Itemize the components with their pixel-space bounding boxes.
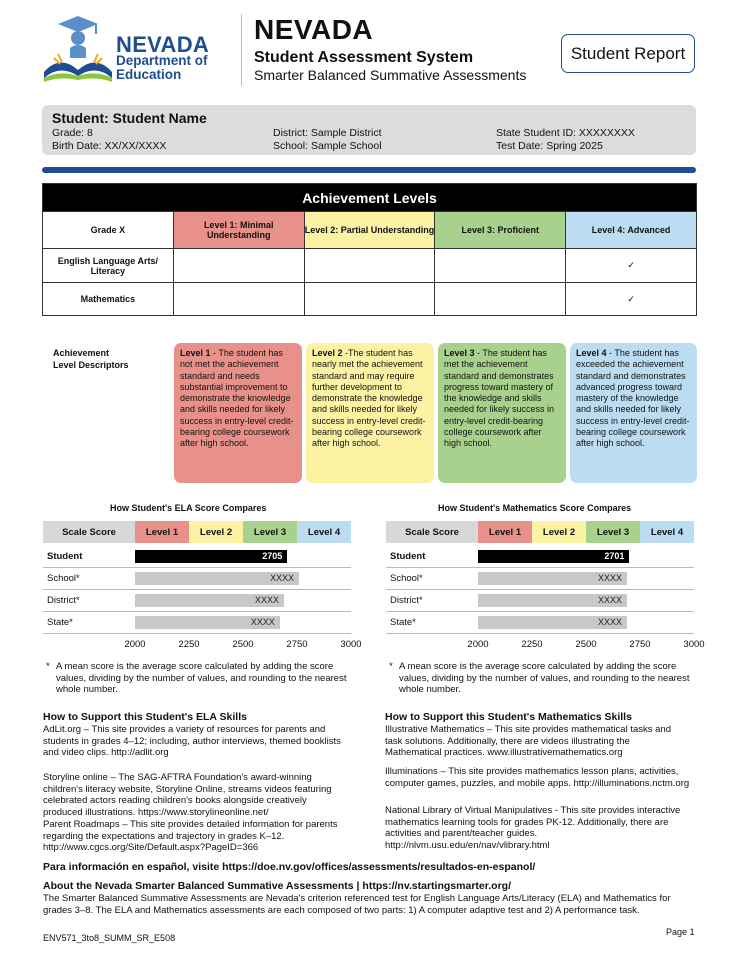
- student-school: School: Sample School: [273, 140, 382, 152]
- level-3-descriptor: Level 3 - The student has met the achievement standard and demonstrates progress toward mastery of the knowledge and skills needed for likely success in entry-level credit-bearing college coursework after high school.: [438, 343, 566, 483]
- level-4-header: Level 4: Advanced: [566, 212, 697, 249]
- math-row-label: State*: [390, 617, 416, 628]
- ela-mean-note: A mean score is the average score calculated by adding the score values, dividing by the number of values, and rounding to the nearest whole number.: [56, 661, 347, 695]
- ela-score-bar: XXXX: [135, 594, 284, 607]
- math-support-illuminations: Illuminations – This site provides mathematics lesson plans, activities, computer games, puzzles, and mobile apps. http://illuminations.nctm.org: [385, 766, 690, 789]
- level-2-descriptor: Level 2 -The student has nearly met the achievement standard and may require further development to demonstrate the knowledge and skills needed for likely success in entry-level credit-bearing college coursework after high school.: [306, 343, 434, 483]
- ela-chart-title: How Student's ELA Score Compares: [110, 503, 267, 513]
- student-birth-date: Birth Date: XX/XX/XXXX: [52, 140, 167, 152]
- math-axis-tick-label: 3000: [683, 639, 705, 650]
- ela-support-title: How to Support this Student's ELA Skills: [43, 711, 247, 723]
- ela-achievement-row: [43, 249, 697, 283]
- level-1-header: Level 1: Minimal Understanding: [173, 212, 304, 249]
- level-3-header: Level 3: Proficient: [435, 212, 566, 249]
- page-subtitle: Student Assessment System: [254, 49, 474, 66]
- math-axis-tick-label: 2250: [521, 639, 543, 650]
- math-support-illustrative: Illustrative Mathematics – This site provides mathematical tasks and task solutions. Additionally, there are videos illustrating the Mathematical practices. www.illustrativemathematics.org: [385, 724, 671, 758]
- ela-row-divider: [43, 567, 351, 568]
- ela-score-bar: 2705: [135, 550, 287, 563]
- ela-chart-level-2-header: Level 2: [189, 521, 243, 543]
- ela-axis-tick-label: 2500: [232, 639, 254, 650]
- ela-support-adlit: AdLit.org – This site provides a variety of resources for parents and students in grades 4–12; including, author interviews, themed booklists and video clips. http://adlit.org: [43, 724, 341, 758]
- nevada-doe-logo: [40, 14, 236, 86]
- about-title: About the Nevada Smarter Balanced Summative Assessments | https://nv.startingsmarter.org/: [43, 880, 511, 892]
- math-row-label: District*: [390, 595, 423, 606]
- ela-chart-level-3-header: Level 3: [243, 521, 297, 543]
- math-support-nlvm: National Library of Virtual Manipulatives - This site provides interactive mathematics learning tools for grades PK-12. Additionally, there are activities and parent/teacher guides. http://nlvm.usu.edu/en/nav/vlibrary.html: [385, 805, 681, 851]
- math-chart-level-1-header: Level 1: [478, 521, 532, 543]
- math-score-bar: 2701: [478, 550, 629, 563]
- ela-level-3-cell: [435, 249, 566, 283]
- math-mean-note: A mean score is the average score calculated by adding the score values, dividing by the number of values, and rounding to the nearest whole number.: [399, 661, 690, 695]
- grade-column-header: Grade X: [43, 212, 174, 249]
- subject-label-ela: English Language Arts/ Literacy: [43, 249, 174, 283]
- logo-text-department: Department of Education: [116, 53, 208, 82]
- ela-axis-tick-label: 2750: [286, 639, 308, 650]
- ela-scale-score-header: Scale Score: [43, 521, 135, 543]
- ela-row-label: School*: [47, 573, 80, 584]
- achievement-table-title: Achievement Levels: [43, 184, 697, 212]
- student-report-badge: Student Report: [561, 34, 695, 73]
- math-row-divider: [386, 633, 694, 634]
- ela-row-divider: [43, 589, 351, 590]
- math-level-1-cell: [173, 283, 304, 316]
- math-axis-tick-label: 2500: [575, 639, 597, 650]
- math-chart-title: How Student's Mathematics Score Compares: [438, 503, 632, 513]
- ela-score-bar: XXXX: [135, 616, 280, 629]
- about-text: The Smarter Balanced Summative Assessments are Nevada's criterion referenced test for English Language Arts/Literacy (ELA) and Mathematics for grades 3–8. The ELA and Mathematics assessments are each composed of two parts: 1) A computer adaptive test and 2) A performance task.: [43, 893, 671, 916]
- ela-row-label: Student: [47, 551, 83, 562]
- ela-axis-tick-label: 2250: [178, 639, 200, 650]
- math-axis-tick-label: 2750: [629, 639, 651, 650]
- math-level-4-checkmark-icon: ✓: [566, 283, 697, 316]
- math-level-3-cell: [435, 283, 566, 316]
- student-test-date: Test Date: Spring 2025: [496, 140, 603, 152]
- ela-score-chart: [43, 521, 362, 661]
- document-code: ENV571_3to8_SUMM_SR_E508: [43, 933, 176, 943]
- math-row-divider: [386, 567, 694, 568]
- level-2-header: Level 2: Partial Understanding: [304, 212, 435, 249]
- ela-row-divider: [43, 633, 351, 634]
- math-row-label: School*: [390, 573, 423, 584]
- ela-row-divider: [43, 611, 351, 612]
- student-district: District: Sample District: [273, 127, 382, 139]
- level-4-descriptor: Level 4 - The student has exceeded the achievement standard and demonstrates advanced progress toward mastery of the knowledge and skills needed for likely success in entry-level credit-bearing college coursework after high school.: [570, 343, 697, 483]
- math-chart-level-2-header: Level 2: [532, 521, 586, 543]
- math-achievement-row: [43, 283, 697, 316]
- math-score-bar: XXXX: [478, 594, 627, 607]
- ela-note-asterisk: *: [46, 661, 50, 672]
- ela-axis-tick-label: 2000: [124, 639, 146, 650]
- logo-text-nevada: NEVADA: [116, 32, 210, 57]
- math-score-bar: XXXX: [478, 616, 627, 629]
- spanish-info-link-text: Para información en español, visite https://doe.nv.gov/offices/assessments/resultados-en-espanol/: [43, 861, 536, 873]
- math-support-title: How to Support this Student's Mathematics Skills: [385, 711, 632, 723]
- ela-support-roadmaps: Parent Roadmaps – This site provides detailed information for parents regarding the expectations and trajectory in grades K–12. http://www.cgcs.org/Site/Default.aspx?PageID=366: [43, 819, 338, 853]
- logo-emblem-icon: [40, 14, 116, 86]
- page-number: Page 1: [666, 927, 695, 937]
- math-chart-level-3-header: Level 3: [586, 521, 640, 543]
- page-title: NEVADA: [254, 14, 374, 45]
- ela-row-label: District*: [47, 595, 80, 606]
- descriptors-label: Achievement Level Descriptors: [53, 348, 129, 370]
- ela-axis-tick-label: 3000: [340, 639, 362, 650]
- math-row-divider: [386, 589, 694, 590]
- header-divider: [241, 14, 242, 86]
- math-chart-level-4-header: Level 4: [640, 521, 694, 543]
- ela-level-2-cell: [304, 249, 435, 283]
- math-score-bar: XXXX: [478, 572, 627, 585]
- math-score-chart: [386, 521, 705, 661]
- math-row-label: Student: [390, 551, 426, 562]
- ela-support-storyline: Storyline online – The SAG-AFTRA Foundation's award-winning children's literacy website, Storyline Online, streams videos featuring celebrated actors reading children's books alongside creatively produced illustrations. https://www.storylineonline.net/: [43, 772, 332, 818]
- math-scale-score-header: Scale Score: [386, 521, 478, 543]
- math-row-divider: [386, 611, 694, 612]
- math-axis-tick-label: 2000: [467, 639, 489, 650]
- ela-chart-level-1-header: Level 1: [135, 521, 189, 543]
- ela-level-1-cell: [173, 249, 304, 283]
- student-state-id: State Student ID: XXXXXXXX: [496, 127, 635, 139]
- subject-label-math: Mathematics: [43, 283, 174, 316]
- math-note-asterisk: *: [389, 661, 393, 672]
- level-1-descriptor: Level 1 - The student has not met the achievement standard and needs substantial improvement to demonstrate the knowledge and skills needed for likely success in entry-level credit-bearing college coursework after high school.: [174, 343, 302, 483]
- section-divider-bar: [42, 167, 696, 173]
- ela-score-bar: XXXX: [135, 572, 299, 585]
- achievement-levels-table: [42, 183, 697, 316]
- page-subtitle-2: Smarter Balanced Summative Assessments: [254, 67, 527, 83]
- student-grade: Grade: 8: [52, 127, 93, 139]
- math-level-2-cell: [304, 283, 435, 316]
- ela-row-label: State*: [47, 617, 73, 628]
- ela-chart-level-4-header: Level 4: [297, 521, 351, 543]
- student-name: Student: Student Name: [52, 110, 207, 126]
- ela-level-4-checkmark-icon: ✓: [566, 249, 697, 283]
